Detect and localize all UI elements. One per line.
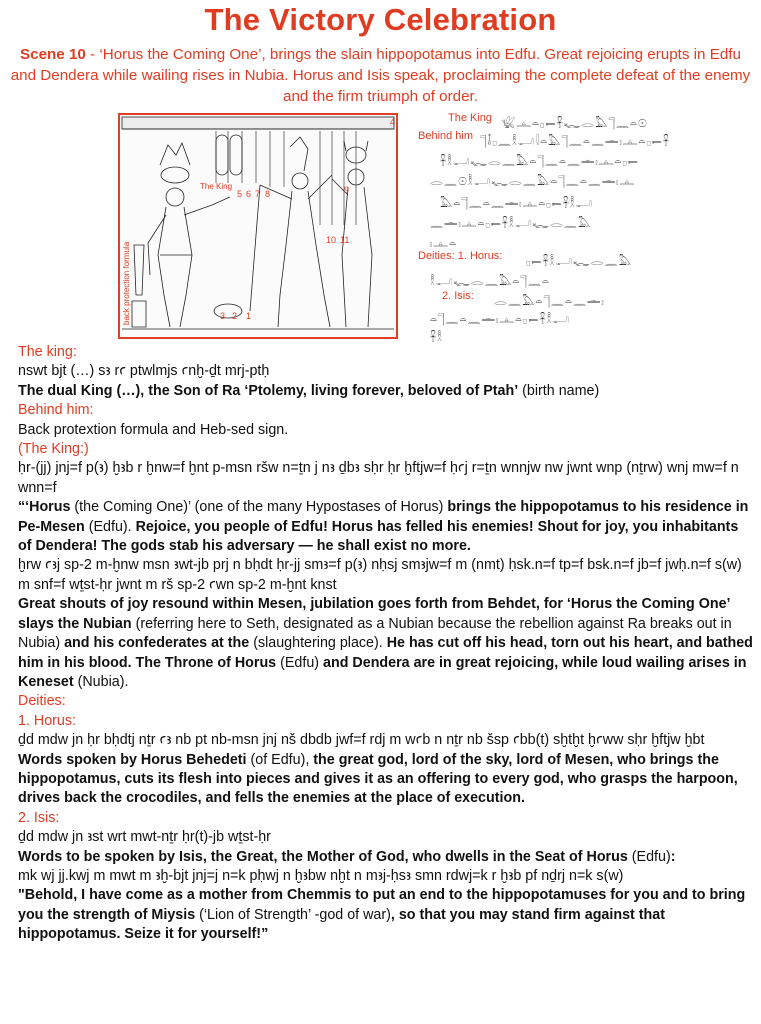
figure-num-1: 1: [246, 311, 252, 321]
hiero-line-11: 𓏏𓊹𓈖𓏏𓈖𓏛𓏤𓊵𓏏𓊪𓍿𓋹𓎛𓂝: [430, 313, 570, 326]
figure-num-6: 6: [246, 189, 252, 199]
page-title: The Victory Celebration: [204, 2, 557, 37]
hiero-line-2: 𓊹𓄤𓊪𓈖𓎛𓂝𓇋𓏏𓅓𓊹𓈖𓏏𓈖𓏛𓏤𓊵𓏏𓊪𓍿𓋹: [480, 135, 671, 148]
figure-num-10: 10: [326, 235, 337, 245]
king2-heading: (The King:): [18, 441, 89, 458]
hiero-line-7: 𓏤𓊵𓏏: [430, 237, 457, 250]
relief-drawing: [120, 115, 396, 337]
king3-translation: Great shouts of joy resound within Mesen, jubilation goes forth from Behdet, for ‘Horus the Coming One’ slays the Nubian (referring here to Seth, designated as a Nubian because the rebellion against Ra breaks out in Nubia) and his confederates at the (slaughtering place). He has cut off his head, torn out his heart, and bathed him in his blood. The Throne of Horus (Edfu) and Dendera are in great rejoicing, while loud wailing arises in Keneset (Nubia).: [18, 596, 753, 690]
king3-transliteration: ḫrw ꜥꜣj sp-2 m-ḫnw msn ꜣwt-jb prj n bḥdt ḥr-jj smꜣ=f p(ꜣ) nḥsj smꜣjw=f m (nmt) ḥsk.n=f tp=f bsk.n=f jb=f jwḥ.n=f s(w) m snf=f wṯst-ḥr jwnt m rš sp-2 ꜥwn sp-2 m-ḫnt knst: [18, 557, 742, 593]
horus-transliteration: ḏd mdw jn ḥr bḥdtj nṯr ꜥꜣ nb pt nb-msn jnj nš dbdb jwf=f rdj m wꜥb n nṯr nb šsp ꜥbb(t) sḫtḫt ḫꜥww sḥr ḫftjw ḫbt: [18, 732, 705, 749]
king-translation: The dual King (…), the Son of Ra ‘Ptolemy, living forever, beloved of Ptah’ (birth name): [18, 382, 600, 399]
figure-num-8: 8: [265, 189, 271, 199]
behind-text: Back protextion formula and Heb-sed sign.: [18, 421, 289, 438]
isis-translation: Words to be spoken by Isis, the Great, the Mother of God, who dwells in the Seat of Horus (Edfu):: [18, 848, 676, 865]
figure-num-9: 9: [344, 185, 350, 195]
hiero-line-9: 𓎛𓂝𓆑𓂋𓈖𓅓𓏏𓊹𓈖𓏏: [430, 275, 550, 288]
figure-num-2: 2: [232, 311, 238, 321]
hiero-line-10: 𓂋𓈖𓅓𓏏𓊹𓈖𓏏𓈖𓏛𓏤: [494, 295, 605, 308]
hiero-king-label: The King: [448, 112, 493, 124]
figure-num-4: 4: [390, 117, 396, 127]
figure-side-label: back protection formula: [122, 241, 131, 325]
scene-text: - ‘Horus the Coming One’, brings the slain hippopotamus into Edfu. Great rejoicing erupts in Edfu and Dendera while wailing rises in Nubia. Horus and Isis speak, proclaiming the complete defeat of the enemy and the firm triumph of order.: [10, 46, 751, 105]
hiero-line-1: 𓆤𓊵𓏏𓊪𓍿𓋹𓆑𓂋𓅓𓊹𓈖𓏏𓇳: [502, 117, 648, 130]
hiero-line-12: 𓋹𓎛: [430, 331, 443, 344]
relief-figure: [118, 113, 398, 339]
deities-heading: Deities:: [18, 693, 66, 710]
king-transliteration: nswt bjt (…) sꜣ rꜥ ptwlmjs ꜥnḫ-ḏt mrj-ptḥ: [18, 363, 270, 380]
hiero-isis-label: 2. Isis:: [442, 290, 474, 302]
hiero-line-8: 𓊪𓍿𓋹𓎛𓂝𓆑𓂋𓈖𓅓: [526, 255, 632, 268]
hiero-line-5: 𓅓𓏏𓊹𓈖𓏏𓈖𓏛𓏤𓊵𓏏𓊪𓍿𓋹𓎛𓂝: [440, 197, 594, 210]
figure-num-11: 11: [340, 235, 350, 245]
king2-transliteration: ḥr-(jj) jnj=f p(ꜣ) ḫꜣb r ḫnw=f ḫnt p-msn ršw n=ṯn j nꜣ ḏbꜣ sḥr ḥr ḫftjw=f ḥꜥj r=ṯn wnnjw nw jwnt wnp (nṯrw) wnj mw=f n wnn=f: [18, 460, 739, 496]
king-heading: The king:: [18, 344, 77, 360]
isis-heading: 2. Isis:: [18, 809, 60, 826]
hiero-line-4: 𓂋𓈖𓇳𓎛𓂝𓆑𓂋𓈖𓅓𓏏𓊹𓈖𓏏𓈖𓏛𓏤𓊵: [430, 175, 636, 188]
scene-intro: [8, 44, 753, 107]
figure-num-5: 5: [237, 189, 243, 199]
text-body: [18, 343, 754, 945]
hiero-deities-label: Deities: 1. Horus:: [418, 250, 503, 262]
horus-translation: Words spoken by Horus Behedeti (of Edfu), the great god, lord of the sky, lord of Mesen, who brings the hippopotamus, cuts its flesh into pieces and gives it as an offering to every god, who grasps the harpoon, drives back the crocodiles, and fells the enemies at the place of execution.: [18, 751, 738, 807]
isis2-translation: "Behold, I have come as a mother from Chemmis to put an end to the hippopotamuses for you and to bring you the strength of Miysis (‘Lion of Strength’ -god of war), so that you may stand firm against that hippopotamus. Seize it for yourself!”: [18, 887, 746, 943]
figure-num-3: 3: [220, 311, 226, 321]
hiero-behind-label: Behind him: [418, 130, 474, 142]
figure-num-7: 7: [255, 189, 261, 199]
scene-label: Scene 10: [20, 46, 86, 63]
isis-transliteration: ḏd mdw jn ꜣst wrt mwt-nṯr ḥr(t)-jb wṯst-ḥr: [18, 829, 271, 846]
hieroglyph-panel: [418, 110, 758, 342]
horus-heading: 1. Horus:: [18, 712, 77, 729]
king2-translation: “‘Horus (the Coming One)’ (one of the many Hypostases of Horus) brings the hippopotamus to his residence in Pe-Mesen (Edfu). Rejoice, you people of Edfu! Horus has felled his enemies! Shout for joy, you inhabitants of Dendera! The gods stab his adversary — he shall exist no more.: [18, 499, 749, 555]
figure-king-label: The King: [200, 182, 233, 191]
behind-heading: Behind him:: [18, 402, 94, 419]
hiero-line-3: 𓋹𓎛𓂝𓆑𓂋𓈖𓅓𓏏𓊹𓈖𓏏𓈖𓏛𓏤𓊵𓏏𓊪𓍿: [440, 155, 639, 168]
isis2-transliteration: mk wj jj.kwj m mwt m ꜣḫ-bjt jnj=j n=k pḥwj n ḫꜣbw nḫt n mꜣj-ḥsꜣ smn rdwj=k r ḫꜣb pf nḏrj n=k s(w): [18, 867, 624, 884]
hiero-line-6: 𓈖𓏛𓏤𓊵𓏏𓊪𓍿𓋹𓎛𓂝𓆑𓂋𓈖𓅓: [430, 217, 592, 230]
